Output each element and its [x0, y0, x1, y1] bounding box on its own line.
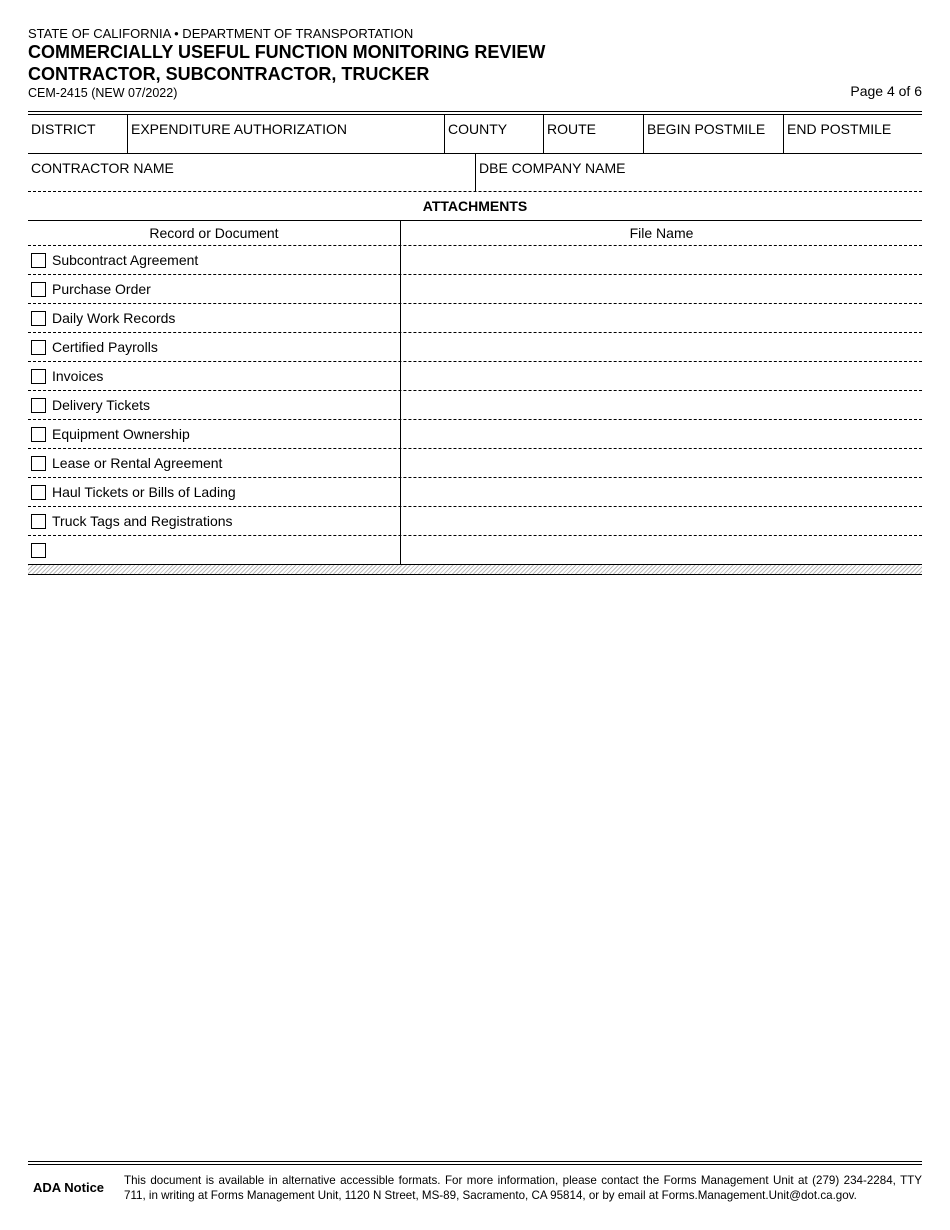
file-name-cell[interactable] — [401, 507, 922, 535]
file-name-cell[interactable] — [401, 246, 922, 274]
form-header — [28, 26, 922, 101]
page-footer — [28, 1161, 922, 1203]
record-label: Daily Work Records — [52, 310, 176, 326]
record-label: Truck Tags and Registrations — [52, 513, 233, 529]
attachments-table-body — [28, 246, 922, 564]
checkbox[interactable] — [31, 282, 46, 297]
file-name-column-header: File Name — [629, 225, 694, 241]
end-postmile-field[interactable]: END POSTMILE — [783, 115, 922, 153]
checkbox[interactable] — [31, 543, 46, 558]
form-body — [28, 111, 922, 575]
file-name-cell[interactable] — [401, 362, 922, 390]
record-label: Equipment Ownership — [52, 426, 190, 442]
table-row — [28, 478, 922, 507]
hatched-divider — [28, 564, 922, 575]
file-name-cell[interactable] — [401, 333, 922, 361]
file-name-cell[interactable] — [401, 275, 922, 303]
file-name-cell[interactable] — [401, 449, 922, 477]
checkbox[interactable] — [31, 514, 46, 529]
record-label: Purchase Order — [52, 281, 151, 297]
attachments-title: ATTACHMENTS — [28, 192, 922, 221]
dbe-company-name-field[interactable]: DBE COMPANY NAME — [475, 154, 922, 191]
company-info-row — [28, 154, 922, 192]
file-name-cell[interactable] — [401, 304, 922, 332]
agency-line: STATE OF CALIFORNIA • DEPARTMENT OF TRANSPORTATION — [28, 26, 414, 41]
record-label: Delivery Tickets — [52, 397, 151, 413]
county-field[interactable]: COUNTY — [444, 115, 543, 153]
form-number: CEM-2415 (NEW 07/2022) — [28, 86, 178, 100]
contractor-name-field[interactable]: CONTRACTOR NAME — [31, 160, 174, 176]
record-column-header: Record or Document — [28, 221, 401, 245]
project-info-row — [28, 115, 922, 154]
checkbox[interactable] — [31, 456, 46, 471]
attachments-table-header — [28, 221, 922, 246]
table-row — [28, 333, 922, 362]
district-field[interactable]: DISTRICT — [31, 121, 96, 137]
table-row — [28, 536, 922, 564]
table-row — [28, 246, 922, 275]
checkbox[interactable] — [31, 398, 46, 413]
record-label: Invoices — [52, 368, 104, 384]
table-row — [28, 304, 922, 333]
file-name-cell[interactable] — [401, 478, 922, 506]
begin-postmile-field[interactable]: BEGIN POSTMILE — [643, 115, 783, 153]
checkbox[interactable] — [31, 340, 46, 355]
expenditure-authorization-field[interactable]: EXPENDITURE AUTHORIZATION — [127, 115, 444, 153]
form-title-line2: CONTRACTOR, SUBCONTRACTOR, TRUCKER — [28, 64, 430, 84]
table-row — [28, 362, 922, 391]
ada-notice-label: ADA Notice — [33, 1180, 105, 1195]
record-label: Subcontract Agreement — [52, 252, 199, 268]
table-row — [28, 420, 922, 449]
table-row — [28, 391, 922, 420]
footer-double-rule — [28, 1161, 922, 1165]
checkbox[interactable] — [31, 311, 46, 326]
record-label: Certified Payrolls — [52, 339, 158, 355]
table-row — [28, 275, 922, 304]
record-label: Lease or Rental Agreement — [52, 455, 223, 471]
record-label: Haul Tickets or Bills of Lading — [52, 484, 236, 500]
checkbox[interactable] — [31, 427, 46, 442]
file-name-cell[interactable] — [401, 391, 922, 419]
form-title-line1: COMMERCIALLY USEFUL FUNCTION MONITORING REVIEW — [28, 42, 546, 62]
table-row — [28, 507, 922, 536]
checkbox[interactable] — [31, 485, 46, 500]
ada-notice-text: This document is available in alternative accessible formats. For more information, please contact the Forms Management Unit at (279) 234-2284, TTY 711, in writing at Forms Management Unit, 1120 N Street, MS-89, Sacramento, CA 95814, or by email at Forms.Management.Unit@dot.ca.gov. — [124, 1174, 922, 1202]
checkbox[interactable] — [31, 369, 46, 384]
route-field[interactable]: ROUTE — [543, 115, 643, 153]
page-number: Page 4 of 6 — [850, 83, 922, 99]
checkbox[interactable] — [31, 253, 46, 268]
file-name-cell[interactable] — [401, 420, 922, 448]
table-row — [28, 449, 922, 478]
file-name-cell[interactable] — [401, 536, 922, 564]
